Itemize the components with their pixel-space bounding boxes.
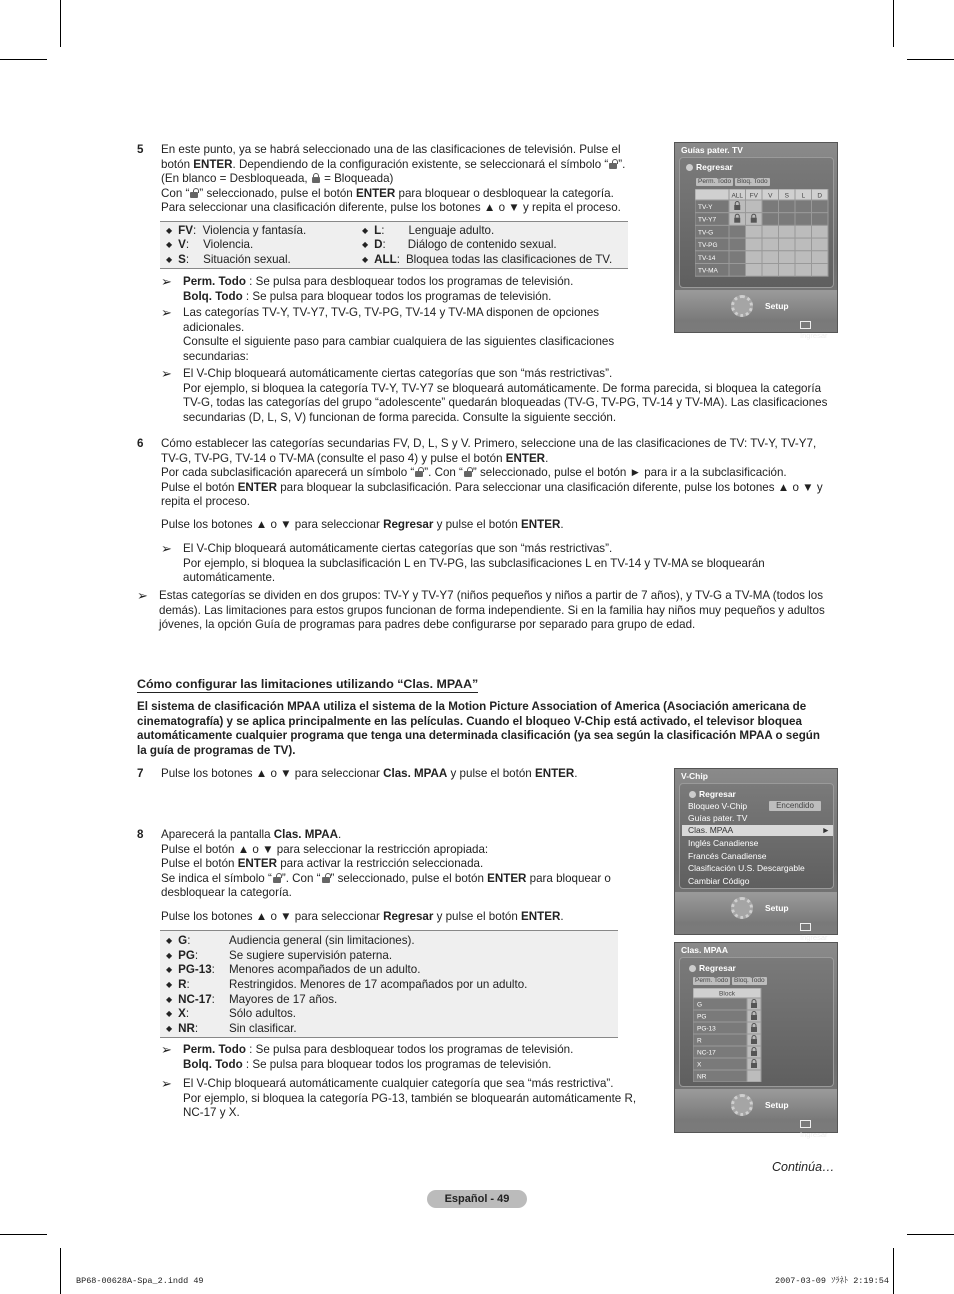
lock-icon [751, 1015, 757, 1020]
grid-header-block: Block [719, 990, 735, 998]
grid-cell [746, 225, 763, 238]
file-timestamp: 2007-03-09 ｿﾗﾈﾄ 2:19:54 [775, 1276, 889, 1286]
note-restrictive: ➢ El V-Chip bloqueará automáticamente ciertas categorías que son “más restrictivas”. Por ejemplo, si bloquea la categoría TV-Y, TV-Y7 se bloqueará automáticamente. De forma parecida, si bloquea la categoría TV-G, todas las categorías del grupo “adolescente” quedarán bloqueadas (TV-G, TV-PG, TV-14 y TV-MA). Las clasificaciones secundarias (D, L, S, V) funcionan de forma parecida. Consulte la siguiente sección. [161, 366, 828, 424]
definition-row: ◆ V: Violencia. [166, 238, 254, 251]
menu-item-downloadable-rating[interactable]: Clasificación U.S. Descargable [688, 863, 805, 873]
definition-desc: Sólo adultos. [229, 1007, 297, 1020]
menu-item-mpaa-rating[interactable]: Clas. MPAA ► [682, 825, 833, 836]
grid-cell [762, 200, 779, 213]
bullet-icon: ◆ [362, 226, 369, 235]
grid-header-blank [695, 189, 729, 200]
step-number: 7 [137, 767, 144, 780]
tv-ratings-grid [695, 189, 829, 277]
definition-row: ◆ NR: [166, 1022, 199, 1035]
grid-header-all: ALL [731, 192, 744, 200]
gear-icon [731, 1094, 753, 1116]
allow-all-button[interactable]: Perm. Todo [698, 178, 732, 185]
grid-cell [762, 213, 779, 226]
note-arrow-icon: ➢ [161, 541, 172, 556]
definition-desc: Sin clasificar. [229, 1022, 297, 1035]
grid-cell [795, 251, 812, 264]
grid-cell [729, 264, 746, 277]
mpaa-ratings-grid [693, 988, 765, 1082]
menu-item-vchip-lock[interactable]: Bloqueo V-Chip [688, 801, 748, 811]
bullet-icon: ◆ [362, 255, 369, 264]
unlock-icon [273, 873, 281, 883]
definition-desc: Restringidos. Menores de 17 acompañados por un adulto. [229, 978, 528, 991]
grid-cell [795, 238, 812, 251]
grid-cell [746, 264, 763, 277]
menu-item-canadian-english[interactable]: Inglés Canadiense [688, 838, 759, 848]
grid-row-label: G [697, 1001, 703, 1009]
menu-item-canadian-french[interactable]: Francés Canadiense [688, 851, 767, 861]
lock-icon [734, 205, 740, 210]
unlock-icon [322, 873, 330, 883]
osd-vchip-screen [674, 768, 838, 942]
setup-label: Setup [765, 1100, 789, 1110]
bullet-icon: ◆ [166, 226, 173, 235]
grid-cell [762, 225, 779, 238]
setup-label: Setup [765, 301, 789, 311]
grid-row-label: NR [697, 1073, 707, 1081]
definition-desc: Audiencia general (sin limitaciones). [229, 934, 415, 947]
grid-cell [779, 213, 796, 226]
note-categories: ➢ Las categorías TV-Y, TV-Y7, TV-G, TV-PG, TV-14 y TV-MA disponen de opciones adicionales. Consulte el siguiente paso para cambiar cualquiera de las siguientes clasificaciones secundarias: [161, 305, 615, 363]
grid-cell [812, 264, 829, 277]
mpaa-intro: El sistema de clasificación MPAA utiliza el sistema de la Motion Picture Association of America (Asociación americana de cinematografía) y se aplica principalmente en las películas. Cuando el bloqueo V-Chip está activado, el televisor bloquea automáticamente cualquier programa que tenga una determinada clasificación (ya sea según la clasificación MPAA o según la guía de programas de TV). [137, 700, 820, 757]
lock-icon [734, 218, 740, 223]
step7-text: Pulse los botones ▲ o ▼ para seleccionar Clas. MPAA y pulse el botón ENTER. [161, 767, 578, 780]
grid-cell [779, 225, 796, 238]
grid-cell [779, 200, 796, 213]
setup-label: Setup [765, 903, 789, 913]
grid-row-label: TV-MA [698, 267, 718, 275]
osd-panel [679, 783, 834, 889]
grid-cell [795, 200, 812, 213]
grid-header-fv: FV [749, 192, 758, 200]
crop-mark [893, 0, 894, 47]
step-number: 8 [137, 828, 144, 841]
definition-row: ◆ X: [166, 1007, 190, 1020]
crop-mark [893, 1248, 894, 1294]
continued-label: Continúa… [772, 1160, 835, 1174]
unlock-icon [609, 159, 617, 169]
mpaa-rating-table [160, 930, 618, 1038]
unlock-icon [415, 467, 423, 477]
back-button[interactable]: Regresar [689, 963, 736, 973]
back-button[interactable]: Regresar [689, 789, 736, 799]
grid-cell [746, 200, 763, 213]
grid-cell [746, 251, 763, 264]
menu-item-tv-guidelines[interactable]: Guías pater. TV [688, 813, 748, 823]
vchip-lock-value[interactable]: Encendido [769, 801, 821, 811]
grid-cell [747, 1070, 761, 1082]
definition-row: ◆ L: Lenguaje adulto. [362, 224, 495, 237]
definition-row: ◆ G: [166, 934, 191, 947]
block-all-button[interactable]: Bloq. Todo [734, 977, 765, 984]
definition-desc: Mayores de 17 años. [229, 993, 338, 1006]
definition-row: ◆ FV: Violencia y fantasía. [166, 224, 307, 237]
crop-mark [907, 1234, 954, 1235]
definition-row: ◆ S: Situación sexual. [166, 253, 291, 266]
bullet-icon: ◆ [166, 240, 173, 249]
note-perm-bloq-mpaa: ➢ Perm. Todo : Se pulsa para desbloquear todos los programas de televisión. Bolq. Todo : Se pulsa para bloquear todos los programas de televisión. [161, 1042, 574, 1071]
definition-row: ◆ D: Diálogo de contenido sexual. [362, 238, 557, 251]
lock-icon [312, 173, 320, 183]
block-all-button[interactable]: Bloq. Todo [737, 178, 768, 185]
lock-icon [751, 1003, 757, 1008]
osd-title: Guías pater. TV [681, 145, 743, 155]
gear-icon [731, 897, 753, 919]
note-arrow-icon: ➢ [161, 1076, 172, 1091]
lock-icon [751, 1039, 757, 1044]
crop-mark [0, 1234, 47, 1235]
osd-footer [675, 1089, 837, 1119]
bullet-icon: ◆ [166, 255, 173, 264]
grid-cell [729, 251, 746, 264]
definition-row: ◆ PG-13: [166, 963, 215, 976]
grid-cell [795, 213, 812, 226]
osd-footer [675, 892, 837, 922]
grid-header-d: D [817, 192, 823, 200]
grid-row-label: TV-Y [698, 204, 713, 211]
grid-cell [762, 238, 779, 251]
tv-subrating-table [160, 221, 628, 269]
note-perm-bloq: ➢ Perm. Todo : Se pulsa para desbloquear todos los programas de televisión. Bolq. Todo : Se pulsa para bloquear todos los programas de televisión. [161, 274, 574, 303]
note-arrow-icon: ➢ [161, 1042, 172, 1057]
step6-text: Cómo establecer las categorías secundarias FV, D, L, S y V. Primero, seleccione una de las clasificaciones de TV: TV-Y, TV-Y7, TV-G, TV-PG, TV-14 o TV-MA (consulte el paso 4) y pulse el botón ENTER. Por cada subclasificación aparecerá un símbolo “ ”. Con “ ” seleccionado, pulse el botón ► para ir a la subclasificación. Pulse el botón ENTER para bloquear la subclasificación. Para seleccionar una clasificación diferente, pulse los botones ▲ o ▼ y repita el proceso. Pulse los botones ▲ o ▼ para seleccionar Regresar y pulse el botón ENTER. [161, 437, 823, 531]
note-mpaa-restrictive: ➢ El V-Chip bloqueará automáticamente cualquier categoría que sea “más restrictiva”. Por ejemplo, si bloquea la categoría PG-13, también se bloquearán automáticamente R, NC-17 y X. [161, 1076, 637, 1120]
crop-mark [0, 59, 47, 60]
grid-row-label: PG-13 [697, 1025, 716, 1033]
step5-text: En este punto, ya se habrá seleccionado una de las clasificaciones de televisión. Pulse el botón ENTER. Dependiendo de la configuración existente, se seleccionará el símbolo “ ”. (En blanco = Desbloqueada, = Bloqueada) Con “ ” seleccionado, pulse el botón ENTER para bloquear o desbloquear la categoría. Para seleccionar una clasificación diferente, pulse los botones ▲ o ▼ y repita el proceso. [161, 143, 626, 215]
definition-row: ◆ R: [166, 978, 190, 991]
unlock-icon [190, 188, 198, 198]
grid-row-label: PG [697, 1013, 707, 1021]
grid-header-s: S [784, 192, 789, 200]
grid-cell [746, 238, 763, 251]
grid-cell [779, 238, 796, 251]
osd-title: V-Chip [681, 771, 708, 781]
grid-cell [779, 251, 796, 264]
section-heading: Cómo configurar las limitaciones utilizando “Clas. MPAA” [137, 677, 479, 691]
lock-icon [751, 1051, 757, 1056]
grid-cell [812, 200, 829, 213]
note-arrow-icon: ➢ [161, 274, 172, 289]
definition-desc: Se sugiere supervisión paterna. [229, 949, 393, 962]
lock-icon [751, 1027, 757, 1032]
note-arrow-icon: ➢ [161, 366, 172, 381]
step-number: 5 [137, 143, 144, 156]
grid-header-v: V [768, 192, 773, 200]
grid-cell [795, 264, 812, 277]
file-slug: BP68-00628A-Spa_2.indd 49 [76, 1276, 204, 1286]
bullet-icon: ◆ [362, 240, 369, 249]
grid-row-label: TV-Y7 [698, 216, 717, 224]
grid-row-label: TV-G [698, 229, 714, 237]
note-arrow-icon: ➢ [161, 305, 172, 320]
osd-tv-guidelines-screen [674, 142, 838, 340]
grid-cell [812, 213, 829, 226]
crop-mark [907, 59, 954, 60]
grid-cell [762, 251, 779, 264]
grid-cell [812, 238, 829, 251]
page-number-badge: Español - 49 [427, 1190, 527, 1208]
grid-cell [812, 225, 829, 238]
grid-row-label: TV-PG [698, 242, 718, 250]
unlock-icon [464, 467, 472, 477]
step8-text: Aparecerá la pantalla Clas. MPAA. Pulse el botón ▲ o ▼ para seleccionar la restricción apropiada: Pulse el botón ENTER para activar la restricción seleccionada. Se indica el símbolo “ ”. Con “ ” seleccionado, pulse el botón ENTER para bloquear o desbloquear la categoría. Pulse los botones ▲ o ▼ para seleccionar Regresar y pulse el botón ENTER. [161, 828, 611, 923]
grid-cell [729, 238, 746, 251]
grid-cell [795, 225, 812, 238]
grid-row-label: X [697, 1061, 702, 1069]
osd-mpaa-screen [674, 942, 838, 1139]
osd-title: Clas. MPAA [681, 945, 729, 955]
grid-cell [729, 225, 746, 238]
grid-header-l: L [801, 192, 806, 200]
chevron-right-icon: ► [821, 825, 830, 835]
definition-desc: Menores acompañados de un adulto. [229, 963, 421, 976]
note-arrow-icon: ➢ [137, 588, 148, 603]
osd-footer [675, 290, 837, 320]
gear-icon [731, 295, 753, 317]
grid-row-label: NC-17 [697, 1049, 716, 1057]
grid-cell [762, 264, 779, 277]
definition-row: ◆ ALL: Bloquea todas las clasificaciones de TV. [362, 253, 613, 266]
grid-row-label: R [697, 1037, 702, 1045]
crop-mark [60, 1248, 61, 1294]
enter-hint: Ingresar [800, 923, 837, 943]
note-groups: ➢ Estas categorías se dividen en dos grupos: TV-Y y TV-Y7 (niños pequeños y niños a partir de 7 años), y TV-G a TV-MA (todos los demás). Las limitaciones para estos grupos funcionan de forma independiente. Si en la familia hay niños muy pequeños y adultos jóvenes, la opción Guía de programas para padres debe configurarse por separado para grupo de edad. [137, 588, 825, 632]
definition-row: ◆ NC-17: [166, 993, 215, 1006]
grid-cell [812, 251, 829, 264]
back-button[interactable]: Regresar [686, 162, 733, 172]
enter-hint: Ingresar [800, 321, 837, 341]
menu-item-change-pin[interactable]: Cambiar Código [688, 876, 750, 886]
definition-row: ◆ PG: [166, 949, 199, 962]
note-subrating-restrictive: ➢ El V-Chip bloqueará automáticamente ciertas categorías que son “más restrictivas”. Por ejemplo, si bloquea la subclasificación L en TV-PG, las subclasificaciones L en TV-14 y TV-MA se bloquearán automáticamente. [161, 541, 765, 585]
step-number: 6 [137, 437, 144, 450]
lock-icon [751, 1063, 757, 1068]
grid-row-label: TV-14 [698, 254, 716, 262]
grid-cell [779, 264, 796, 277]
lock-icon [751, 218, 757, 223]
crop-mark [60, 0, 61, 47]
enter-hint: Ingresar [800, 1120, 837, 1140]
allow-all-button[interactable]: Perm. Todo [695, 977, 729, 984]
